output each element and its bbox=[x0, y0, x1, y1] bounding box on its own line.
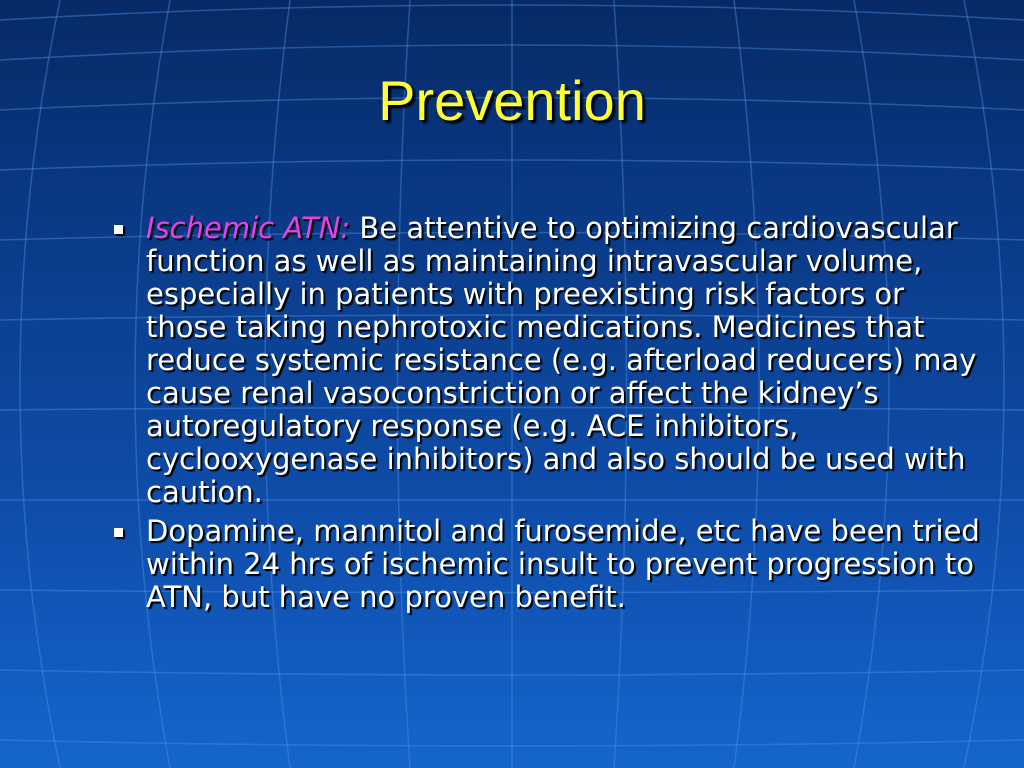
bullet-label: Ischemic ATN: bbox=[146, 211, 351, 245]
bullet-body: Be attentive to optimizing cardiovascular function as well as maintaining intravascular volume, especially in patients with preexisting risk factors or those taking nephrotoxic medications. Medicines that reduce systemic resistance (e.g. afterload reducers) may cause renal vasoconstriction or affect the kidney’s autoregulatory response (e.g. ACE inhibitors, cyclooxygenase inhibitors) and also should be used with caution. bbox=[146, 211, 977, 509]
bullet-item-dopamine bbox=[112, 515, 992, 614]
bullet-text bbox=[146, 212, 992, 509]
square-bullet-icon bbox=[114, 528, 123, 537]
bullet-list bbox=[112, 212, 992, 620]
square-bullet-icon bbox=[114, 225, 123, 234]
slide-title: Prevention bbox=[378, 69, 646, 132]
bullet-body: Dopamine, mannitol and furosemide, etc have been tried within 24 hrs of ischemic insult to prevent progression to ATN, but have no proven benefit. bbox=[146, 514, 980, 614]
bullet-item-ischemic-atn bbox=[112, 212, 992, 509]
bullet-text bbox=[146, 515, 992, 614]
